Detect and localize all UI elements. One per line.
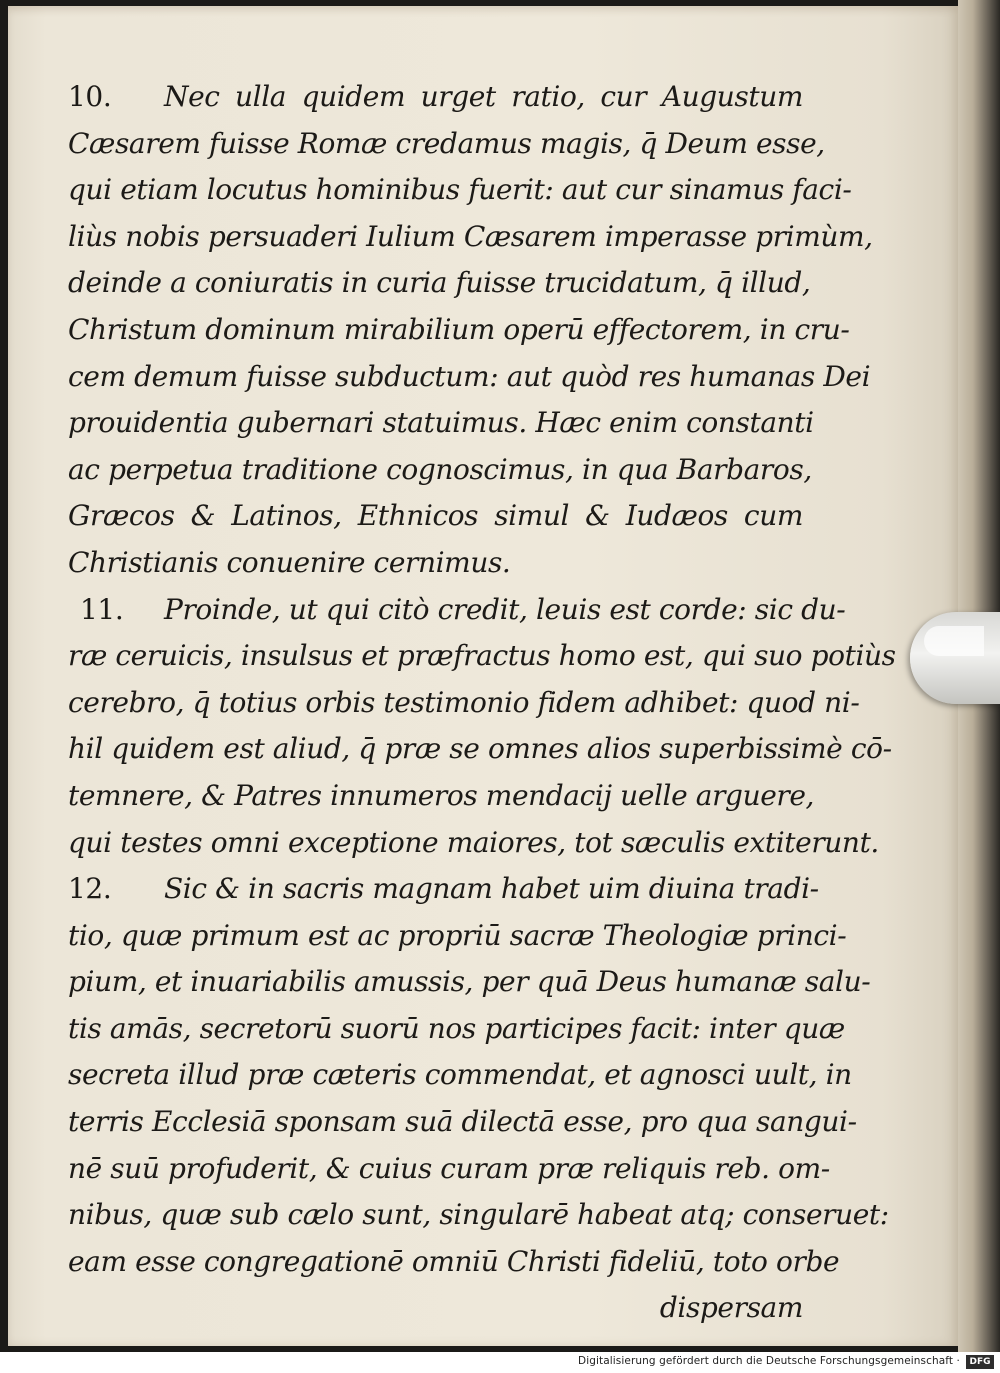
text-line: ac perpetua traditione cognoscimus, in qua Barbaros,: [68, 452, 812, 486]
text-line: Christianis conuenire cernimus.: [68, 545, 511, 579]
catchword: dispersam: [659, 1291, 803, 1325]
text-line: tio, quæ primum est ac propriū sacræ Theologiæ princi-: [68, 918, 847, 952]
paragraph-number: 11.: [80, 592, 124, 626]
text-line: cerebro, q̄ totius orbis testimonio fidem adhibet: quod ni-: [68, 685, 860, 719]
book-page: [8, 6, 961, 1346]
text-line: prouidentia gubernari statuimus. Hæc enim constanti: [68, 406, 814, 440]
footer-bar: [0, 1352, 1000, 1373]
paragraph-number: 12.: [68, 872, 112, 906]
text-line: terris Ecclesiā sponsam suā dilectā esse, pro qua sangui-: [68, 1105, 857, 1139]
funding-credit: Digitalisierung gefördert durch die Deutsche Forschungsgemeinschaft ·: [578, 1355, 960, 1367]
text-line: Christum dominum mirabilium operū effectorem, in cru-: [68, 312, 850, 346]
text-line: [68, 74, 803, 121]
text-line: deinde a coniuratis in curia fuisse trucidatum, q̄ illud,: [68, 266, 811, 300]
text-line: Cæsarem fuisse Romæ credamus magis, q̄ Deum esse,: [68, 126, 825, 160]
page-text: [68, 74, 896, 1332]
text-line: secreta illud præ cæteris commendat, et agnosci uult, in: [68, 1058, 852, 1092]
text-line: tis amās, secretorū suorū nos participes facit: inter quæ: [68, 1011, 845, 1045]
page-clip-highlight: [924, 626, 984, 656]
text-line: pium, et inuariabilis amussis, per quā Deus humanæ salu-: [68, 965, 871, 999]
text-line: temnere, & Patres innumeros mendacij uelle arguere,: [68, 778, 815, 812]
text-line: liùs nobis persuaderi Iulium Cæsarem imperasse primùm,: [68, 219, 873, 253]
text-line: cem demum fuisse subductum: aut quòd res humanas Dei: [68, 359, 871, 393]
line-text: Proinde, ut qui citò credit, leuis est corde: sic du-: [164, 592, 846, 626]
text-line: hil quidem est aliud, q̄ præ se omnes alios superbissimè cō-: [68, 732, 892, 766]
dfg-logo-icon: DFG: [966, 1355, 994, 1369]
text-line: [68, 587, 846, 634]
line-text: Sic & in sacris magnam habet uim diuina tradi-: [164, 872, 819, 906]
text-line: nibus, quæ sub cælo sunt, singularē habeat atq; conseruet:: [68, 1198, 889, 1232]
text-line: [68, 866, 819, 913]
text-line: eam esse congregationē omniū Christi fideliū, toto orbe: [68, 1244, 840, 1278]
text-line: Græcos & Latinos, Ethnicos simul & Iudæos cum: [68, 499, 803, 533]
text-line: nē suū profuderit, & cuius curam præ reliquis reb. om-: [68, 1151, 830, 1185]
text-line: qui etiam locutus hominibus fuerit: aut cur sinamus faci-: [68, 173, 852, 207]
line-text: Nec ulla quidem urget ratio, cur Augustum: [164, 80, 803, 113]
text-line: qui testes omni exceptione maiores, tot sæculis extiterunt.: [68, 825, 879, 859]
paragraph-number: 10.: [68, 80, 112, 113]
text-line: ræ ceruicis, insulsus et præfractus homo est, qui suo potiùs: [68, 639, 896, 673]
